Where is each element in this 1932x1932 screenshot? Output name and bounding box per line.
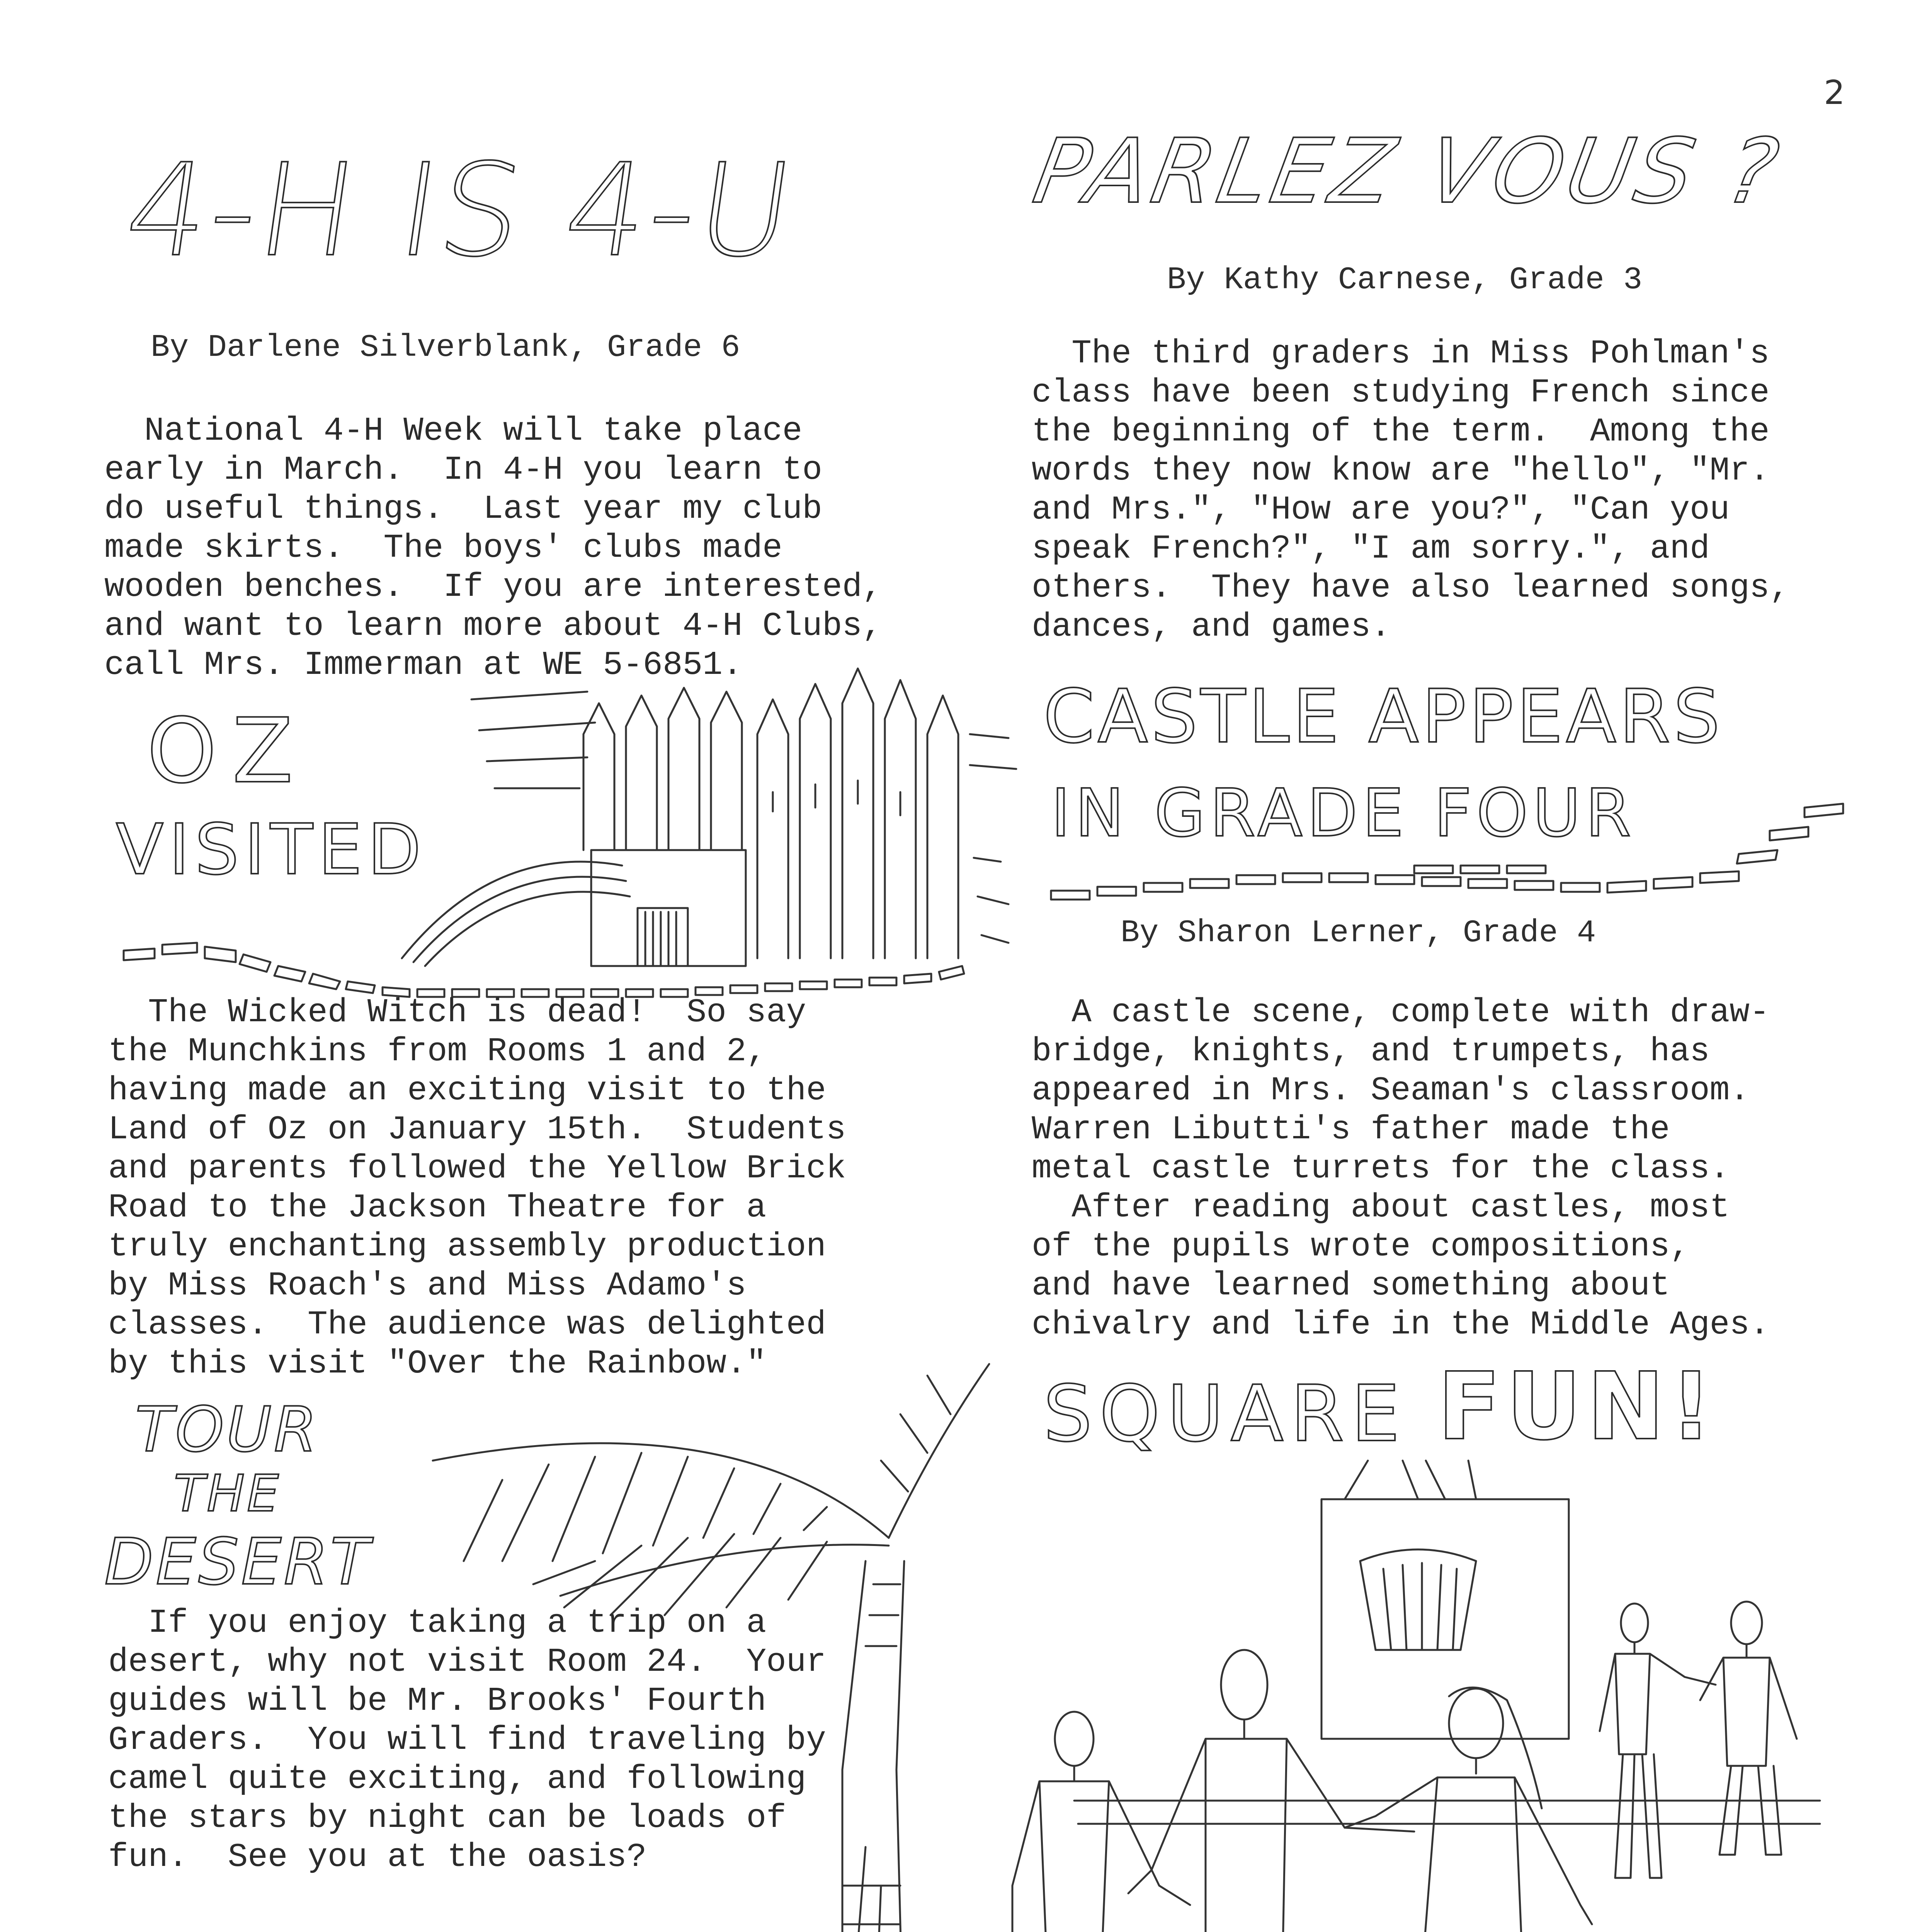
text-line: National 4-H Week will take place [104, 412, 803, 450]
text-line: Graders. You will find traveling by [108, 1721, 826, 1759]
page-number: 2 [1824, 73, 1845, 112]
text-line: dances, and games. [1032, 608, 1391, 646]
oz-headline-line1: OZ [147, 700, 309, 803]
square-headline-word1: SQUARE [1043, 1369, 1407, 1459]
text-line: guides will be Mr. Brooks' Fourth [108, 1682, 767, 1720]
castle-byline: By Sharon Lerner, Grade 4 [1121, 915, 1596, 951]
oz-headline-line2: VISITED [116, 810, 427, 890]
text-line: early in March. In 4-H you learn to [104, 451, 822, 489]
four-h-byline: By Darlene Silverblank, Grade 6 [151, 330, 740, 366]
text-line: class have been studying French since [1032, 374, 1770, 412]
desert-headline-line3: DESERT [104, 1525, 372, 1599]
text-line: of the pupils wrote compositions, [1032, 1228, 1690, 1265]
text-line: The Wicked Witch is dead! So say [108, 993, 806, 1031]
square-headline-word2: FUN! [1437, 1352, 1718, 1461]
text-line: After reading about castles, most [1032, 1189, 1730, 1226]
text-line: by this visit "Over the Rainbow." [108, 1345, 767, 1383]
four-h-headline: 4-H IS 4-U [117, 136, 804, 285]
text-line: chivalry and life in the Middle Ages. [1032, 1306, 1770, 1344]
text-line: fun. See you at the oasis? [108, 1838, 647, 1876]
text-line: by Miss Roach's and Miss Adamo's [108, 1267, 747, 1304]
desert-body [108, 1604, 826, 1877]
text-line: truly enchanting assembly production [108, 1228, 826, 1265]
parlez-body [1032, 334, 1789, 646]
text-line: Land of Oz on January 15th. Students [108, 1111, 846, 1148]
text-line: call Mrs. Immerman at WE 5-6851. [104, 646, 743, 684]
text-line: desert, why not visit Room 24. Your [108, 1643, 826, 1681]
text-line: Warren Libutti's father made the [1032, 1111, 1670, 1148]
text-line: appeared in Mrs. Seaman's classroom. [1032, 1071, 1750, 1109]
text-line: and have learned something about [1032, 1267, 1670, 1304]
castle-drawing-icon [108, 657, 1036, 1005]
text-line: having made an exciting visit to the [108, 1071, 826, 1109]
castle-body [1032, 993, 1770, 1344]
text-line: classes. The audience was delighted [108, 1306, 826, 1344]
text-line: speak French?", "I am sorry.", and [1032, 530, 1710, 568]
text-line: metal castle turrets for the class. [1032, 1150, 1730, 1187]
text-line: words they now know are "hello", "Mr. [1032, 452, 1770, 490]
text-line: do useful things. Last year my club [104, 490, 822, 528]
text-line: the stars by night can be loads of [108, 1799, 786, 1837]
parlez-byline: By Kathy Carnese, Grade 3 [1167, 262, 1643, 298]
castle-headline-line1: CASTLE APPEARS [1043, 674, 1723, 759]
text-line: the beginning of the term. Among the [1032, 413, 1770, 451]
desert-headline-line2: THE [174, 1464, 281, 1523]
text-line: the Munchkins from Rooms 1 and 2, [108, 1032, 767, 1070]
text-line: wooden benches. If you are interested, [104, 568, 882, 606]
text-line: and Mrs.", "How are you?", "Can you [1032, 491, 1730, 529]
text-line: If you enjoy taking a trip on a [108, 1604, 767, 1642]
parlez-headline: PARLEZ VOUS ? [1026, 120, 1789, 223]
text-line: and parents followed the Yellow Brick [108, 1150, 846, 1187]
brick-road-decoration-icon [1012, 796, 1870, 920]
desert-headline-line1: TOUR [135, 1393, 319, 1466]
text-line: camel quite exciting, and following [108, 1760, 806, 1798]
text-line: Road to the Jackson Theatre for a [108, 1189, 767, 1226]
text-line: A castle scene, complete with draw- [1032, 993, 1770, 1031]
oz-body [108, 993, 846, 1383]
text-line: made skirts. The boys' clubs made [104, 529, 782, 567]
square-dance-drawing-icon [989, 1461, 1859, 1932]
text-line: others. They have also learned songs, [1032, 569, 1790, 607]
text-line: and want to learn more about 4-H Clubs, [104, 607, 882, 645]
castle-headline-line2: IN GRADE FOUR [1051, 775, 1636, 852]
four-h-body [104, 412, 882, 685]
text-line: bridge, knights, and trumpets, has [1032, 1032, 1710, 1070]
text-line: The third graders in Miss Pohlman's [1032, 335, 1770, 372]
